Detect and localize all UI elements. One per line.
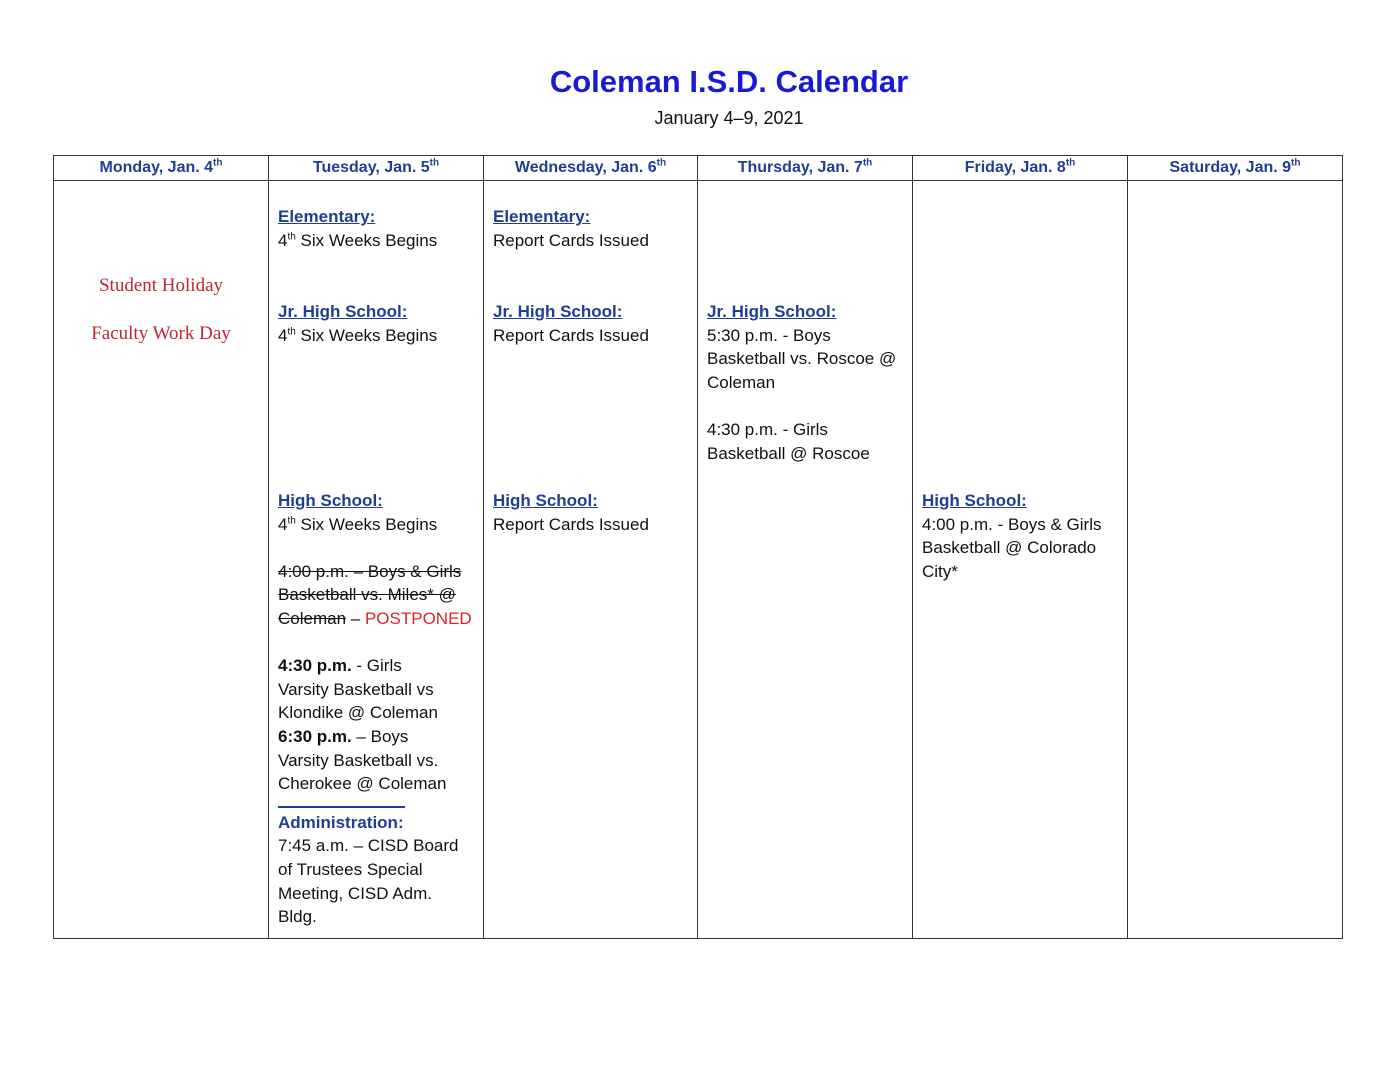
wednesday-jr-high — [493, 300, 691, 347]
event-text: 6:30 p.m. – Boys — [278, 726, 409, 746]
event-text: Bldg. — [278, 907, 317, 927]
calendar-table — [53, 155, 1343, 939]
high-school-header: High School: — [278, 491, 383, 510]
wednesday-elementary — [493, 205, 691, 252]
event-text: 4th Six Weeks Begins — [278, 230, 438, 250]
day-header-wednesday: Wednesday, Jan. 6th — [484, 156, 698, 181]
high-school-header: High School: — [922, 491, 1027, 510]
event-text: 4:00 p.m. - Boys & Girls — [922, 514, 1102, 534]
event-text: Basketball @ Roscoe — [707, 443, 870, 463]
wednesday-high-school — [493, 489, 691, 536]
cancelled-event-line: Basketball vs. Miles* @ — [278, 585, 456, 605]
event-text: Cherokee @ Coleman — [278, 774, 447, 794]
divider — [278, 806, 405, 808]
elementary-header: Elementary: — [493, 207, 591, 226]
event-text: 5:30 p.m. - Boys — [707, 325, 831, 345]
day-header-friday: Friday, Jan. 8th — [913, 156, 1128, 181]
day-header-tuesday: Tuesday, Jan. 5th — [269, 156, 484, 181]
jr-high-header: Jr. High School: — [278, 302, 408, 321]
student-holiday: Student Holiday — [98, 275, 224, 296]
event-text: Klondike @ Coleman — [278, 703, 438, 723]
faculty-work-day: Faculty Work Day — [91, 323, 231, 344]
event-text: Report Cards Issued — [493, 514, 649, 534]
page-title: Coleman I.S.D. Calendar — [549, 64, 909, 99]
day-header-monday: Monday, Jan. 4th — [54, 156, 269, 181]
event-text: Varsity Basketball vs. — [278, 750, 439, 770]
cancelled-event-line: 4:00 p.m. – Boys & Girls — [278, 561, 462, 581]
event-text: Coleman — [707, 372, 776, 392]
event-text: 4th Six Weeks Begins — [278, 325, 438, 345]
day-cell-monday — [54, 181, 269, 939]
header-row — [54, 156, 1343, 181]
administration-header: Administration: — [278, 812, 404, 832]
day-header-saturday: Saturday, Jan. 9th — [1128, 156, 1343, 181]
event-text: Report Cards Issued — [493, 325, 649, 345]
jr-high-header: Jr. High School: — [707, 302, 837, 321]
friday-high-school — [922, 489, 1121, 583]
event-text: 4:30 p.m. - Girls — [707, 419, 828, 439]
day-cell-wednesday — [484, 181, 698, 939]
tuesday-jr-high — [278, 300, 477, 347]
thursday-jr-high — [707, 300, 906, 465]
event-text: of Trustees Special — [278, 859, 423, 879]
postponed-badge: POSTPONED — [364, 608, 472, 628]
day-cell-friday — [913, 181, 1128, 939]
event-text: Report Cards Issued — [493, 230, 649, 250]
elementary-header: Elementary: — [278, 207, 376, 226]
tuesday-elementary — [278, 205, 477, 252]
day-cell-saturday — [1128, 181, 1343, 939]
day-cell-tuesday — [269, 181, 484, 939]
jr-high-header: Jr. High School: — [493, 302, 623, 321]
event-text: Basketball @ Colorado — [922, 538, 1097, 558]
event-text: Varsity Basketball vs — [278, 679, 434, 699]
day-cell-thursday — [698, 181, 913, 939]
event-text: 4th Six Weeks Begins — [278, 514, 438, 534]
high-school-header: High School: — [493, 491, 598, 510]
event-text: Basketball vs. Roscoe @ — [707, 349, 897, 369]
event-text: 4:30 p.m. - Girls — [278, 656, 402, 676]
event-text: Meeting, CISD Adm. — [278, 883, 433, 903]
tuesday-high-school — [278, 489, 477, 929]
events-row — [54, 181, 1343, 939]
event-text: City* — [922, 561, 958, 581]
cancelled-event-line: Coleman – POSTPONED — [278, 608, 472, 628]
event-text: 7:45 a.m. – CISD Board — [278, 836, 459, 856]
date-range: January 4–9, 2021 — [654, 108, 804, 128]
day-header-thursday: Thursday, Jan. 7th — [698, 156, 913, 181]
